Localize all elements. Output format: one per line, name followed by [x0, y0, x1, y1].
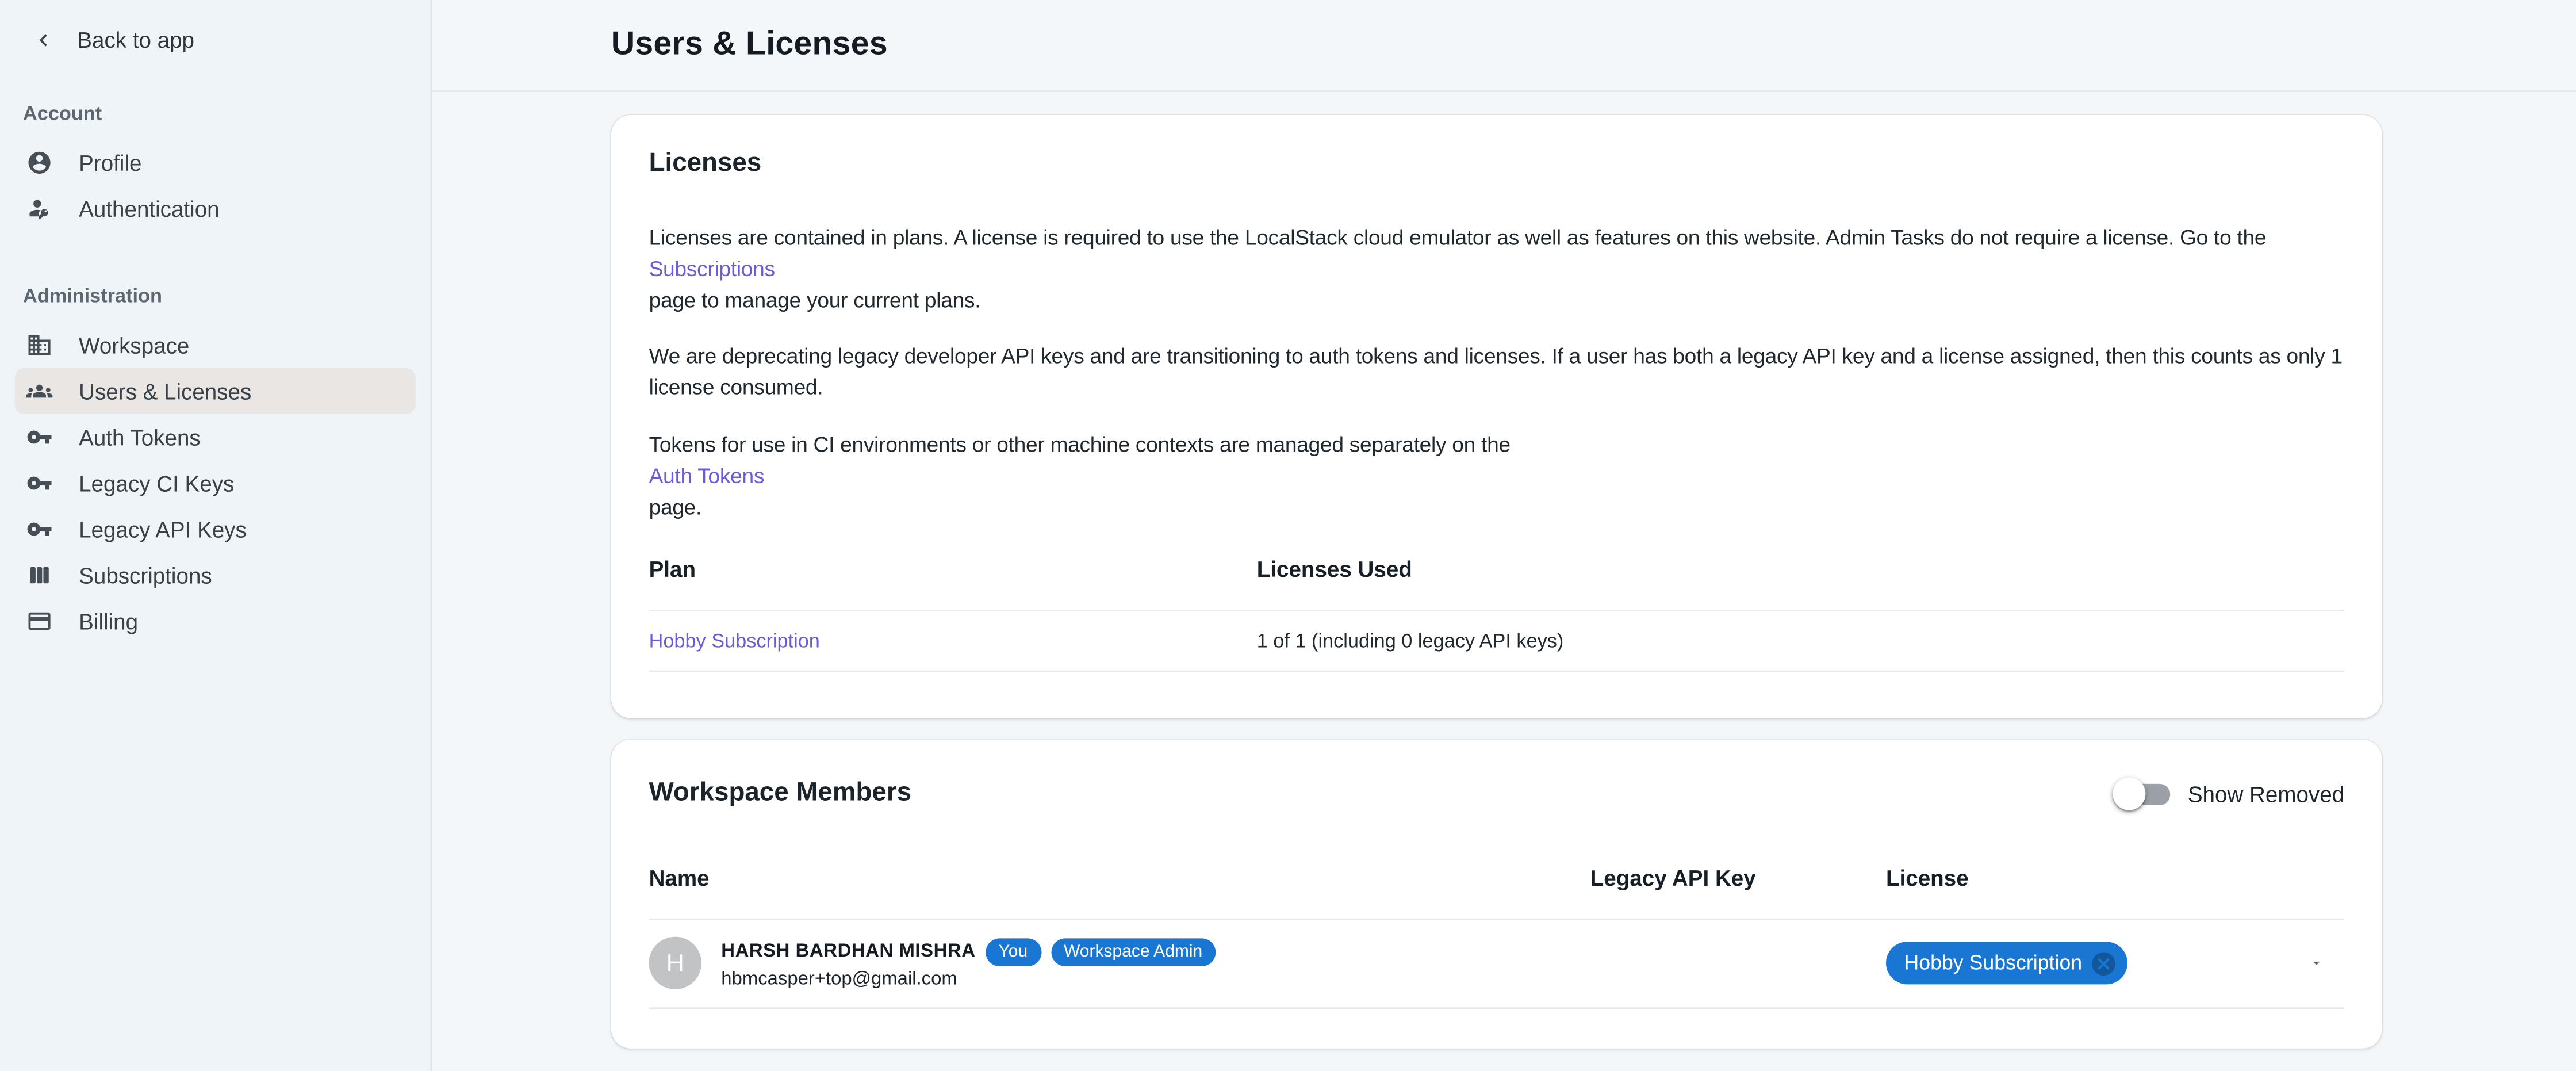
show-removed-label: Show Removed: [2187, 782, 2345, 807]
chevron-left-icon: [31, 28, 56, 53]
sidebar-item-label: Workspace: [79, 332, 190, 358]
member-row: [649, 921, 2345, 1009]
key-icon: [26, 470, 53, 496]
sidebar-item-label: Subscriptions: [79, 563, 212, 588]
member-name-cell: [649, 938, 1590, 990]
columns-icon: [26, 562, 53, 588]
column-header-license: License: [1885, 866, 1969, 892]
sidebar-item-label: Legacy API Keys: [79, 517, 247, 542]
auth-tokens-link[interactable]: Auth Tokens: [649, 463, 765, 488]
workspace-admin-badge: Workspace Admin: [1051, 938, 1216, 966]
section-label-administration: Administration: [22, 284, 162, 308]
member-name: HARSH BARDHAN MISHRA: [721, 942, 976, 962]
sidebar-item-authentication[interactable]: [15, 186, 416, 232]
you-badge: You: [986, 938, 1041, 966]
sidebar-item-label: Auth Tokens: [79, 424, 201, 450]
licenses-used-value: 1 of 1 (including 0 legacy API keys): [1256, 630, 1564, 653]
sidebar-item-legacy-ci-keys[interactable]: [15, 460, 416, 506]
license-chip-label: Hobby Subscription: [1904, 952, 2083, 976]
sidebar-item-label: Billing: [79, 609, 139, 634]
page-header: [432, 0, 2576, 92]
column-header-plan: Plan: [649, 557, 696, 583]
members-table-header: [649, 867, 2345, 921]
back-to-app-label: Back to app: [77, 28, 194, 53]
sidebar-item-auth-tokens[interactable]: [15, 414, 416, 460]
column-header-licenses-used: Licenses Used: [1256, 557, 1412, 583]
sidebar-item-label: Legacy CI Keys: [79, 471, 235, 496]
licenses-p1b-text: page to manage your current plans.: [649, 286, 981, 312]
license-chip[interactable]: [1886, 942, 2128, 985]
subscriptions-link[interactable]: Subscriptions: [649, 256, 775, 281]
person-key-icon: [26, 196, 53, 222]
sidebar-item-label: Users & Licenses: [79, 378, 252, 404]
license-select[interactable]: [1886, 942, 2344, 985]
licenses-p3-text: Tokens for use in CI environments or other machine contexts are managed separately on the: [649, 432, 1511, 457]
sidebar-item-users-licenses[interactable]: [15, 368, 416, 414]
members-card-title: Workspace Members: [649, 779, 912, 808]
settings-sidebar: [0, 0, 432, 1071]
licenses-paragraph-3: [649, 431, 2345, 523]
sidebar-item-label: Profile: [79, 150, 142, 175]
licenses-table: [649, 558, 2345, 673]
licenses-paragraph-2: We are deprecating legacy developer API keys and are transitioning to auth tokens and licenses. If a user has both a legacy API key and a license assigned, then this counts as only 1 license consumed.: [649, 344, 2343, 400]
toggle-switch[interactable]: [2112, 777, 2176, 813]
licenses-p1-text: Licenses are contained in plans. A license is required to use the LocalStack cloud emulator as well as features on this website. Admin Tasks do not require a license. Go to the: [649, 225, 2267, 250]
groups-icon: [26, 378, 53, 404]
column-header-legacy-api-key: Legacy API Key: [1590, 866, 1756, 892]
licenses-description: [649, 224, 2345, 523]
sidebar-item-legacy-api-keys[interactable]: [15, 506, 416, 552]
hobby-subscription-link[interactable]: Hobby Subscription: [649, 630, 820, 653]
sidebar-item-subscriptions[interactable]: [15, 552, 416, 598]
sidebar-item-profile[interactable]: [15, 140, 416, 186]
main-area: [432, 0, 2576, 1071]
licenses-table-header: [649, 558, 2345, 612]
person-icon: [26, 150, 53, 176]
building-icon: [26, 332, 53, 358]
members-table: [649, 867, 2345, 1010]
members-card-header: [649, 777, 2345, 813]
licenses-card-title: Licenses: [649, 149, 762, 178]
key-icon: [26, 516, 53, 542]
column-header-name: Name: [649, 866, 710, 892]
page-title: Users & Licenses: [611, 26, 888, 63]
avatar: H: [649, 938, 702, 990]
member-email: hbmcasper+top@gmail.com: [721, 970, 957, 990]
licenses-p3b-text: page.: [649, 494, 702, 519]
toggle-thumb: [2112, 778, 2145, 810]
dropdown-caret-icon[interactable]: [2308, 955, 2325, 972]
licenses-paragraph-1: [649, 224, 2345, 316]
sidebar-item-billing[interactable]: [15, 598, 416, 644]
page-content: [432, 92, 2576, 1071]
credit-card-icon: [26, 608, 53, 634]
section-label-account: Account: [22, 102, 102, 125]
sidebar-item-workspace[interactable]: [15, 322, 416, 368]
show-removed-toggle[interactable]: [2112, 777, 2344, 813]
licenses-card: [611, 115, 2382, 719]
workspace-members-card: [611, 740, 2382, 1049]
sidebar-item-label: Authentication: [79, 196, 220, 221]
back-to-app-button[interactable]: [0, 0, 431, 52]
table-row: [649, 612, 2345, 673]
key-icon: [26, 424, 53, 450]
remove-license-icon[interactable]: [2090, 950, 2118, 978]
